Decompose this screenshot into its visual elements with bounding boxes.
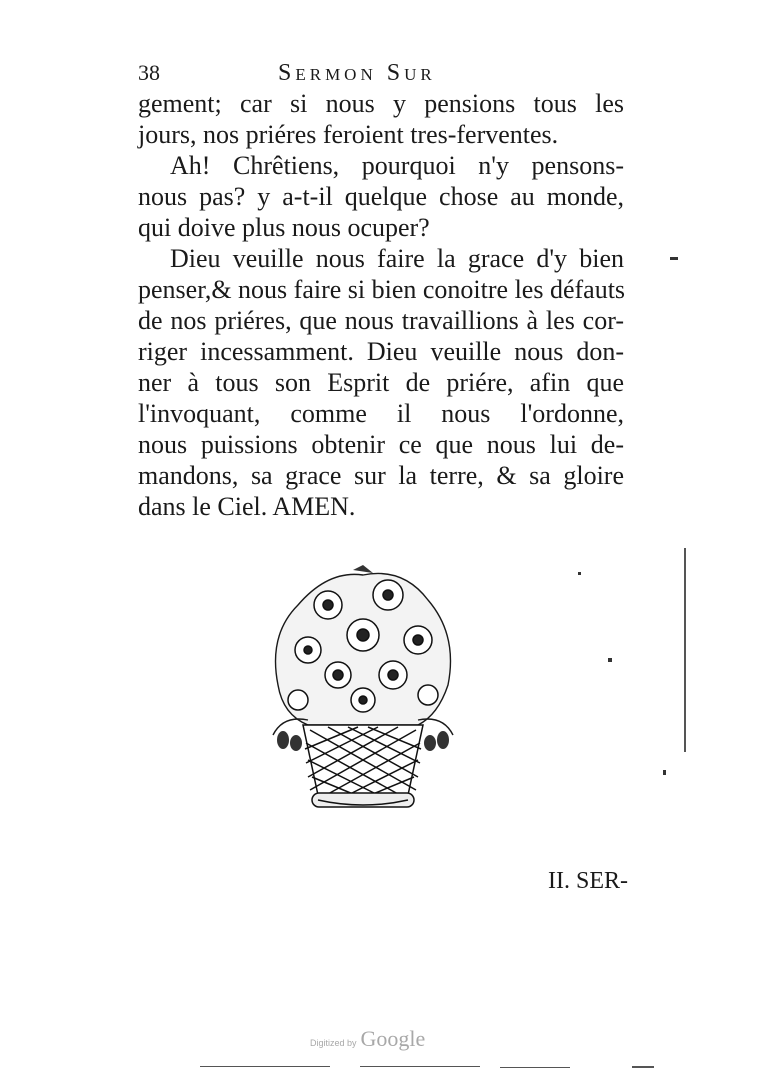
- digitized-watermark: [310, 1026, 425, 1052]
- flower-basket-woodcut-icon: [268, 565, 458, 815]
- sermon-text: [138, 88, 624, 522]
- text-line: nous pas? y a-t-il quelque chose au monde,: [138, 182, 624, 211]
- text-line: ner à tous son Esprit de priére, afin que: [138, 368, 624, 397]
- page-number: 38: [138, 60, 160, 85]
- text-line: de nos priéres, que nous travaillions à les cor-: [138, 306, 624, 335]
- scan-artifact-dash: [670, 257, 678, 260]
- scan-artifact-dot: [608, 658, 612, 662]
- text-line: mandons, sa grace sur la terre, & sa gloire: [138, 461, 624, 490]
- google-logo: Google: [360, 1026, 426, 1051]
- text-line: qui doive plus nous ocuper?: [138, 213, 430, 242]
- text-line: dans le Ciel. AMEN.: [138, 492, 356, 521]
- text-line: gement; car si nous y pensions tous les: [138, 89, 624, 118]
- scan-artifact-bottom-rule: [632, 1066, 654, 1068]
- scan-artifact-dot: [663, 770, 666, 775]
- text-line: nous puissions obtenir ce que nous lui de-: [138, 430, 624, 459]
- text-line: riger incessamment. Dieu veuille nous don-: [138, 337, 624, 366]
- text-line: jours, nos priéres feroient tres-ferventes.: [138, 120, 559, 149]
- scan-artifact-bottom-rule: [360, 1066, 480, 1067]
- scan-artifact-bottom-rule: [200, 1066, 330, 1067]
- catchword: II. SER-: [548, 868, 628, 894]
- text-line: Dieu veuille nous faire la grace d'y bien: [170, 244, 624, 273]
- scan-artifact-bottom-rule: [500, 1067, 570, 1068]
- running-title: Sermon Sur: [278, 60, 436, 86]
- scan-artifact-dot: [578, 572, 581, 575]
- scan-artifact-vertical: [684, 548, 686, 752]
- watermark-prefix: Digitized by: [310, 1038, 357, 1048]
- text-line: l'invoquant, comme il nous l'ordonne,: [138, 399, 624, 428]
- text-line: penser,& nous faire si bien conoitre les défauts: [138, 275, 626, 304]
- text-line: Ah! Chrêtiens, pourquoi n'y pensons-: [170, 151, 624, 180]
